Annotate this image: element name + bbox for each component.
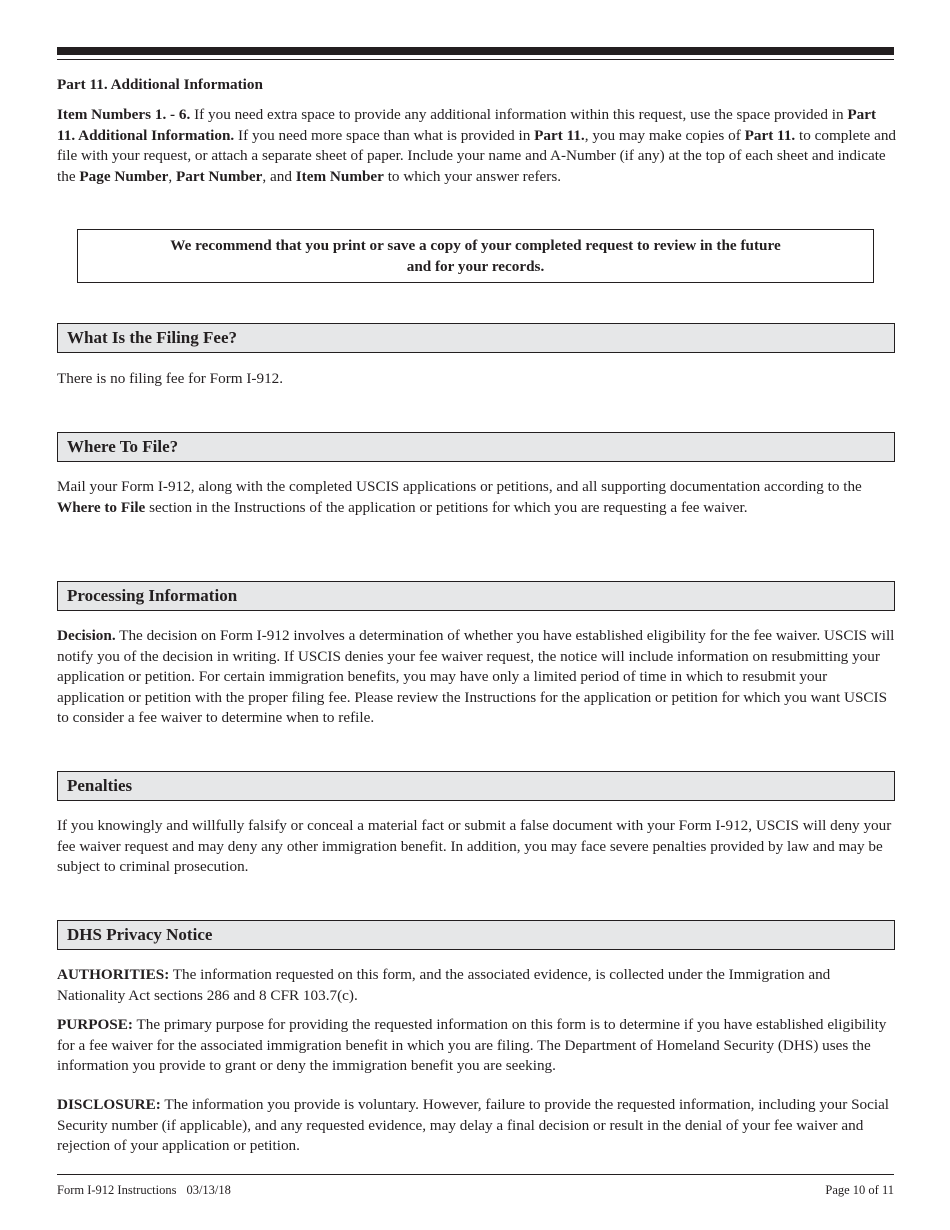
purpose-paragraph bbox=[57, 1015, 897, 1077]
top-rule-thick bbox=[57, 47, 894, 55]
where-to-file-body bbox=[57, 477, 897, 518]
purpose-text: The primary purpose for providing the requested information on this form is to determine if you have established eligibility for a fee waiver for the associated immigration benefit in which you are filing. The Department of Homeland Security (DHS) uses the information you provide to grant or deny the immigration benefit you are seeking. bbox=[57, 1016, 887, 1074]
filing-fee-body bbox=[57, 369, 897, 390]
authorities-text: The information requested on this form, and the associated evidence, is collected under the Immigration and Nationality Act sections 286 and 8 CFR 103.7(c). bbox=[57, 966, 831, 1004]
footer-page-number: Page 10 of 11 bbox=[825, 1183, 894, 1197]
notice-line: and for your records. bbox=[406, 258, 545, 275]
disclosure-text: The information you provide is voluntary. However, failure to provide the requested information, including your Social Security number (if applicable), and any requested evidence, may delay a final decision or result in the denial of your fee waiver and rejection of your application or petition. bbox=[57, 1096, 890, 1154]
disclosure-lead: DISCLOSURE: bbox=[57, 1096, 161, 1113]
footer-rule bbox=[57, 1174, 894, 1175]
privacy-disclosure bbox=[57, 1095, 897, 1157]
part11-bold: Page Number bbox=[79, 167, 169, 185]
processing-lead: Decision. bbox=[57, 627, 116, 644]
footer-form-info bbox=[57, 1183, 231, 1198]
part11-bold: Part 11. bbox=[534, 126, 585, 144]
part11-bold: Part 11. bbox=[744, 126, 796, 144]
footer-date: 03/13/18 bbox=[186, 1183, 231, 1197]
purpose-lead: PURPOSE: bbox=[57, 1016, 133, 1033]
part11-text: to complete and file with your request, or attach a separate sheet of paper. Include your name and A-Number (if any) at the top of each sheet and indicate the bbox=[57, 126, 897, 185]
where-to-file-text: section in the Instructions of the application or petitions for which you are requesting a fee waiver. bbox=[145, 498, 748, 516]
part11-lead: Item Numbers 1. - 6. bbox=[57, 106, 191, 123]
recommendation-notice-box bbox=[77, 229, 874, 283]
processing-body bbox=[57, 626, 897, 729]
filing-fee-text: There is no filing fee for Form I-912. bbox=[57, 370, 284, 387]
notice-line: We recommend that you print or save a copy of your completed request to review in the future bbox=[170, 237, 781, 254]
part11-section bbox=[57, 75, 897, 96]
part11-body bbox=[57, 105, 897, 187]
part11-bold: Item Number bbox=[295, 167, 384, 185]
part11-text: , you may make copies of bbox=[584, 126, 745, 144]
where-to-file-text: Mail your Form I-912, along with the completed USCIS applications or petitions, and all supporting documentation according to the bbox=[57, 478, 862, 495]
where-to-file-paragraph bbox=[57, 477, 897, 518]
part11-title: Part 11. Additional Information bbox=[57, 76, 263, 93]
authorities-lead: AUTHORITIES: bbox=[57, 966, 170, 983]
top-rule-thin bbox=[57, 59, 894, 60]
part11-paragraph bbox=[57, 105, 897, 187]
part11-text: to which your answer refers. bbox=[383, 167, 562, 185]
where-to-file-bold: Where to File bbox=[57, 498, 146, 516]
section-heading-privacy: DHS Privacy Notice bbox=[57, 920, 895, 950]
part11-bold: Part 11. Additional Information. bbox=[57, 106, 877, 144]
part11-text: If you need extra space to provide any additional information within this request, use the space provided in bbox=[190, 106, 848, 123]
part11-text: If you need more space than what is provided in bbox=[234, 126, 535, 144]
part11-bold: Part Number bbox=[175, 167, 263, 185]
processing-text: The decision on Form I-912 involves a determination of whether you have established eligibility for the fee waiver. USCIS will notify you of the decision in writing. If USCIS denies your fee waiver request, the notice will include information on resubmitting your application or petition. For certain immigration benefits, you may have only a limited period of time in which to resubmit your application or petition with the proper filing fee. Please review the Instructions for the application or petition for which you want USCIS to consider a fee waiver to determine when to refile. bbox=[57, 627, 895, 726]
part11-text: , and bbox=[262, 167, 296, 185]
section-heading-filing-fee: What Is the Filing Fee? bbox=[57, 323, 895, 353]
section-heading-penalties: Penalties bbox=[57, 771, 895, 801]
processing-paragraph bbox=[57, 626, 897, 729]
penalties-text: If you knowingly and willfully falsify or conceal a material fact or submit a false document with your Form I-912, USCIS will deny your fee waiver request and may deny any other immigration benefit. In addition, you may face severe penalties provided by law and may be subject to criminal prosecution. bbox=[57, 817, 892, 875]
part11-text: , bbox=[168, 167, 176, 185]
privacy-authorities bbox=[57, 965, 897, 1006]
section-heading-processing: Processing Information bbox=[57, 581, 895, 611]
privacy-purpose bbox=[57, 1015, 897, 1077]
penalties-body bbox=[57, 816, 897, 878]
authorities-paragraph bbox=[57, 965, 897, 1006]
footer-form-name: Form I-912 Instructions bbox=[57, 1183, 177, 1197]
disclosure-paragraph bbox=[57, 1095, 897, 1157]
section-heading-where-to-file: Where To File? bbox=[57, 432, 895, 462]
